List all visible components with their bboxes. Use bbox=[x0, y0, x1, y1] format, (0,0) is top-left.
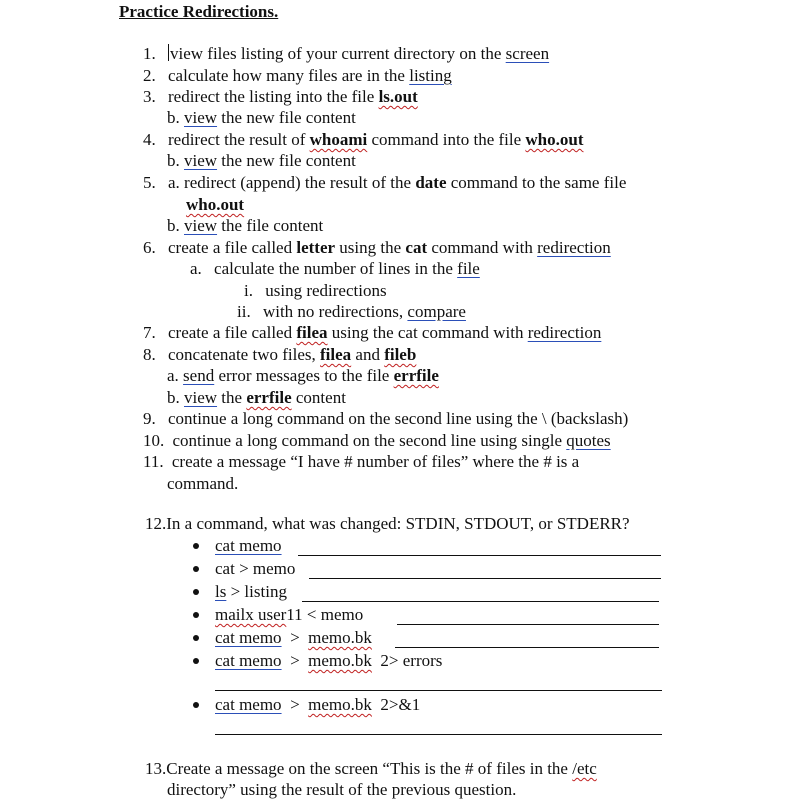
question-12: 12.In a command, what was changed: STDIN, STDOUT, or STDERR? bbox=[145, 514, 630, 533]
bullet-item: cat memo > memo.bk 2> errors bbox=[215, 651, 443, 670]
answer-blank[interactable] bbox=[298, 555, 661, 556]
bullet-dot bbox=[193, 566, 199, 572]
bullet-item: cat memo > memo.bk 2>&1 bbox=[215, 695, 421, 714]
bullet-item: ls > listing bbox=[215, 582, 287, 601]
bullet-dot bbox=[193, 543, 199, 549]
list-item: b. view the file content bbox=[167, 216, 324, 235]
bullet-item: mailx user11 < memo bbox=[215, 605, 364, 624]
bullet-dot bbox=[193, 612, 199, 618]
answer-blank[interactable] bbox=[395, 647, 659, 648]
list-item: 2. calculate how many files are in the listing bbox=[143, 66, 452, 85]
list-item: 8. concatenate two files, filea and fileb bbox=[143, 345, 417, 364]
bullet-item: cat memo > memo.bk bbox=[215, 628, 372, 647]
answer-blank[interactable] bbox=[215, 734, 662, 735]
item-number: 1. bbox=[143, 44, 156, 63]
answer-blank[interactable] bbox=[215, 690, 662, 691]
list-item-continuation: command. bbox=[167, 474, 239, 493]
answer-blank[interactable] bbox=[302, 601, 659, 602]
bullet-dot bbox=[193, 635, 199, 641]
list-item: b. view the new file content bbox=[167, 151, 356, 170]
list-item: a. calculate the number of lines in the file bbox=[190, 259, 480, 278]
list-item-continuation: who.out bbox=[186, 195, 245, 214]
list-item: 10. continue a long command on the second line using single quotes bbox=[143, 431, 611, 450]
list-item: b. view the new file content bbox=[167, 108, 356, 127]
list-item: 4. redirect the result of whoami command into the file who.out bbox=[143, 130, 584, 149]
question-13-continuation: directory” using the result of the previous question. bbox=[167, 780, 517, 799]
list-item: 5. a. redirect (append) the result of the date command to the same file bbox=[143, 173, 627, 192]
list-item: 11. create a message “I have # number of files” where the # is a bbox=[143, 452, 580, 471]
list-item: ii. with no redirections, compare bbox=[237, 302, 466, 321]
list-item: 1. view files listing of your current directory on the screen bbox=[143, 44, 550, 63]
answer-blank[interactable] bbox=[397, 624, 659, 625]
bullet-item: cat > memo bbox=[215, 559, 296, 578]
list-item: a. send error messages to the file errfile bbox=[167, 366, 439, 385]
list-item: i. using redirections bbox=[244, 281, 387, 300]
text-cursor bbox=[168, 44, 169, 61]
list-item: b. view the errfile content bbox=[167, 388, 346, 407]
question-13: 13.Create a message on the screen “This is the # of files in the /etc bbox=[145, 759, 597, 778]
list-item: 9. continue a long command on the second line using the \ (backslash) bbox=[143, 409, 629, 428]
list-item: 6. create a file called letter using the cat command with redirection bbox=[143, 238, 611, 257]
list-item: 7. create a file called filea using the cat command with redirection bbox=[143, 323, 602, 342]
bullet-dot bbox=[193, 658, 199, 664]
page-title: Practice Redirections. bbox=[119, 2, 279, 21]
list-item: 3. redirect the listing into the file ls.out bbox=[143, 87, 418, 106]
bullet-dot bbox=[193, 589, 199, 595]
bullet-dot bbox=[193, 702, 199, 708]
answer-blank[interactable] bbox=[309, 578, 661, 579]
bullet-item: cat memo bbox=[215, 536, 282, 555]
